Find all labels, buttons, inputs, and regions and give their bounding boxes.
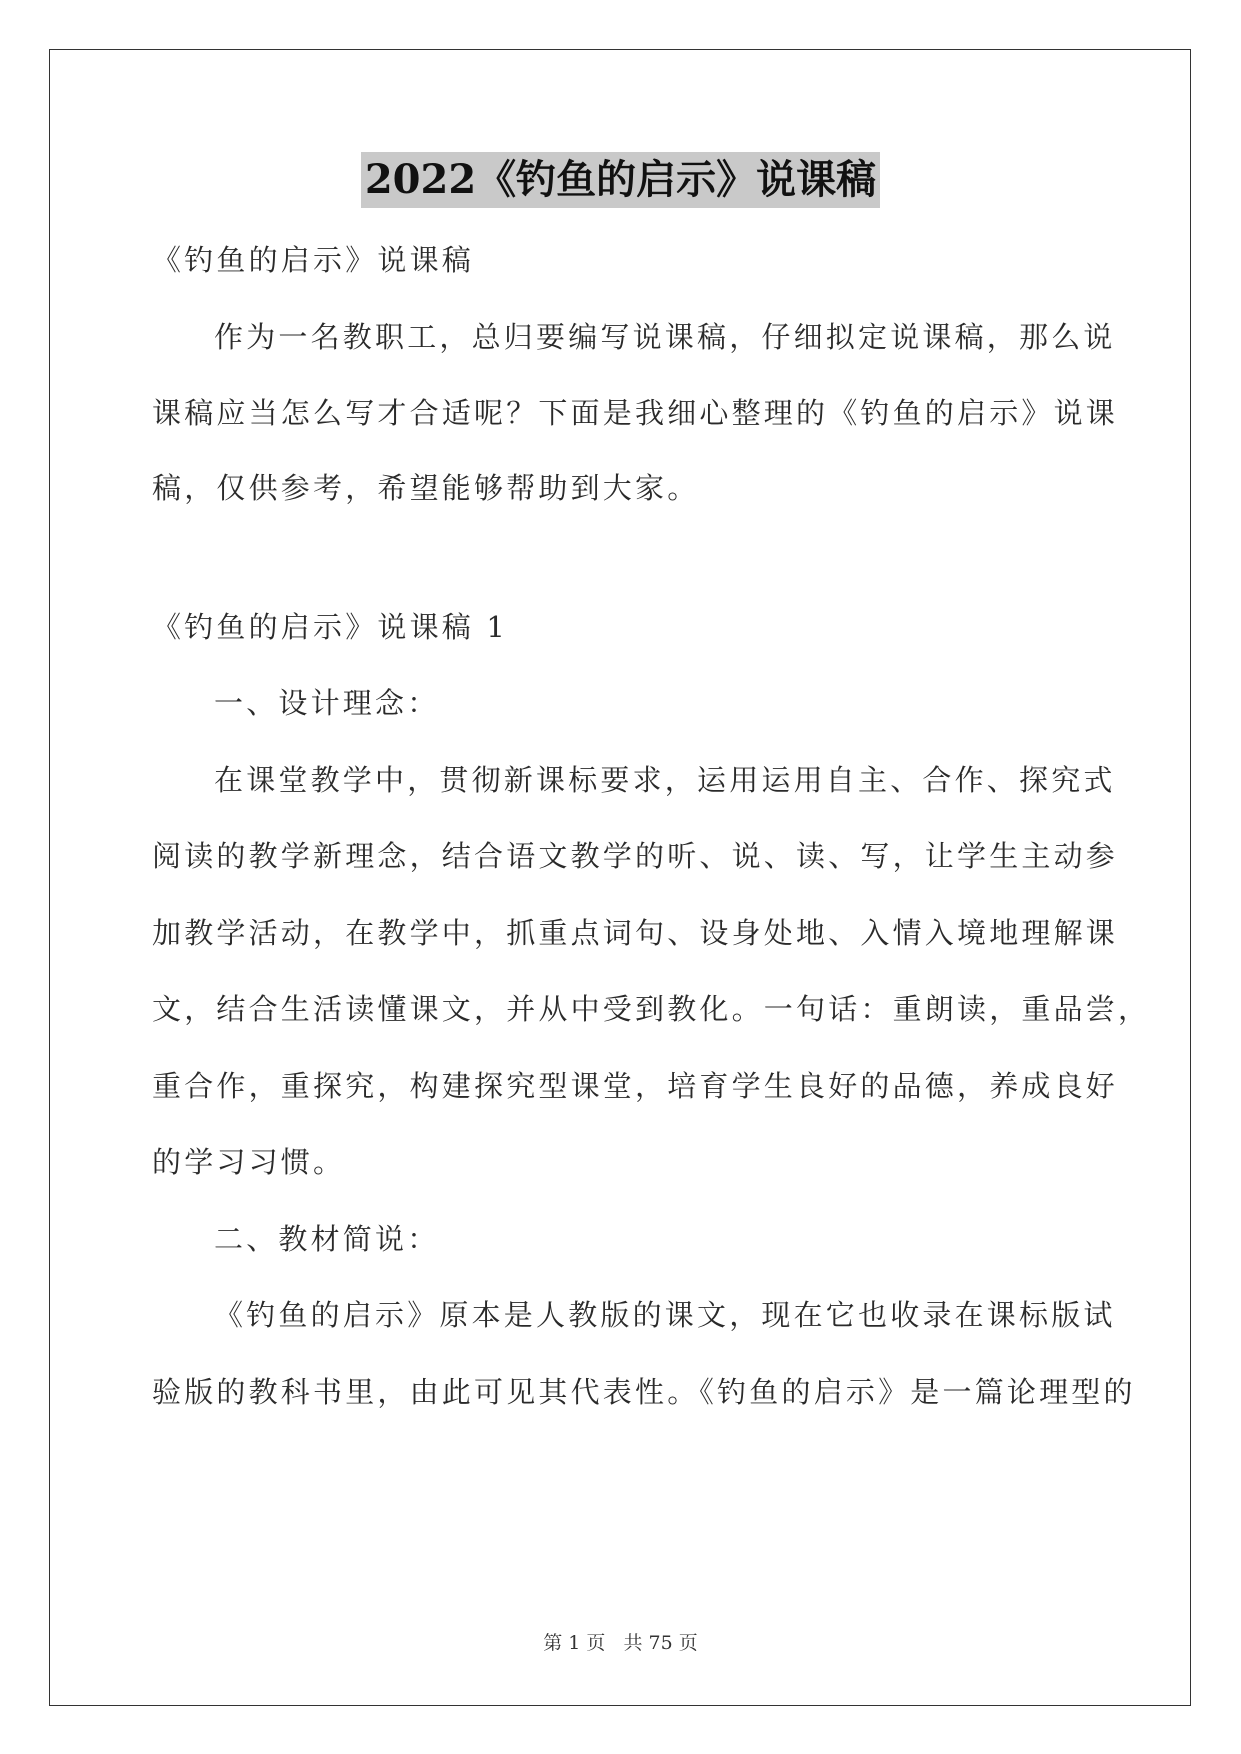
paragraph-line: 的学习习惯。 xyxy=(152,1145,346,1179)
page-border xyxy=(49,49,1191,1706)
paragraph-line: 《钓鱼的启示》原本是人教版的课文，现在它也收录在课标版试 xyxy=(214,1298,1116,1332)
paragraph-line: 在课堂教学中，贯彻新课标要求，运用运用自主、合作、探究式 xyxy=(214,763,1116,797)
paragraph-line: 文，结合生活读懂课文，并从中受到教化。一句话：重朗读，重品尝， xyxy=(152,992,1151,1026)
title-container xyxy=(0,152,1241,208)
subtitle-line: 《钓鱼的启示》说课稿 xyxy=(152,243,475,277)
subsection-heading: 二、教材简说： xyxy=(214,1222,440,1256)
section-heading: 《钓鱼的启示》说课稿 1 xyxy=(152,610,509,644)
paragraph-line: 加教学活动，在教学中，抓重点词句、设身处地、入情入境地理解课 xyxy=(152,916,1119,950)
page-footer xyxy=(0,1630,1241,1656)
page-number: 第 1 页 xyxy=(543,1632,606,1654)
paragraph-line: 作为一名教职工，总归要编写说课稿，仔细拟定说课稿，那么说 xyxy=(214,320,1116,354)
subsection-heading: 一、设计理念： xyxy=(214,686,440,720)
paragraph-line: 重合作，重探究，构建探究型课堂，培育学生良好的品德，养成良好 xyxy=(152,1069,1119,1103)
document-title: 2022《钓鱼的启示》说课稿 xyxy=(361,152,880,208)
paragraph-line: 阅读的教学新理念，结合语文教学的听、说、读、写，让学生主动参 xyxy=(152,839,1119,873)
paragraph-line: 稿，仅供参考，希望能够帮助到大家。 xyxy=(152,471,700,505)
paragraph-line: 验版的教科书里，由此可见其代表性。《钓鱼的启示》是一篇论理型的 xyxy=(152,1375,1136,1409)
paragraph-line: 课稿应当怎么写才合适呢？下面是我细心整理的《钓鱼的启示》说课 xyxy=(152,396,1119,430)
page-total: 共 75 页 xyxy=(623,1632,698,1654)
